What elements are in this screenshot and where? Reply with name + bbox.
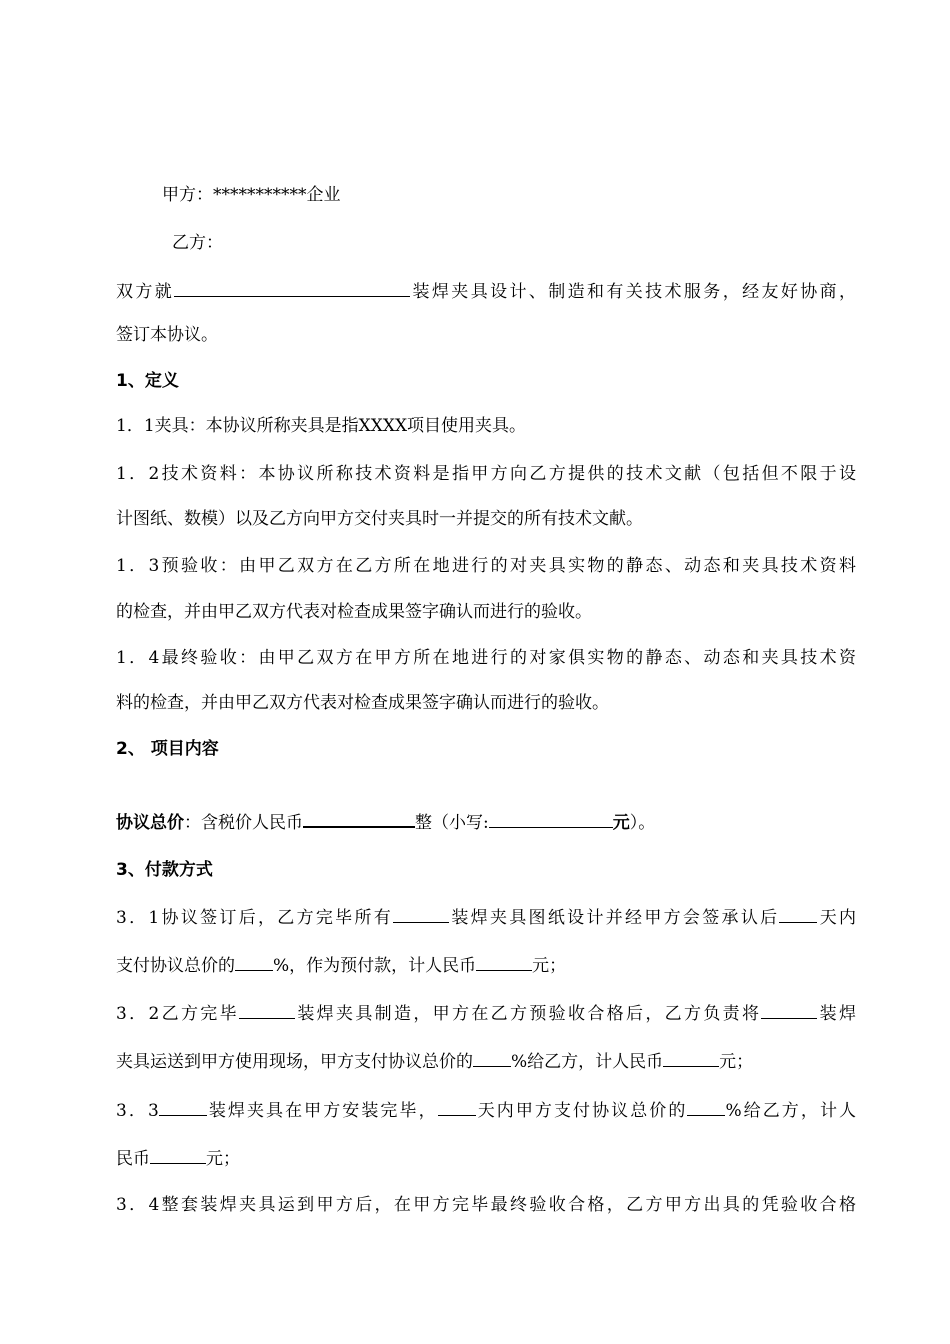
total-price-figures-blank <box>489 811 613 828</box>
clause-1-4-line-1: 1．4最终验收：由甲乙双方在甲方所在地进行的对家俱实物的静态、动态和夹具技术资 <box>116 648 856 668</box>
section-1-title: 1、定义 <box>116 371 179 391</box>
clause-1-2-line-1: 1．2技术资料：本协议所称技术资料是指甲方向乙方提供的技术文献（包括但不限于设 <box>116 464 856 484</box>
clause-3-2-text-3: 装焊 <box>817 1004 857 1024</box>
total-price-label: 协议总价 <box>116 813 184 833</box>
clause-3-2-line-1 <box>116 1002 856 1025</box>
clause-3-1-line-1 <box>116 906 856 929</box>
party-b: 乙方： <box>172 233 223 253</box>
clause-3-3-text-6: 元； <box>206 1149 240 1169</box>
percent-blank-3 <box>687 1099 725 1116</box>
clause-1-2-line-2: 计图纸、数模）以及乙方向甲方交付夹具时一并提交的所有技术文献。 <box>116 509 643 529</box>
clause-3-2-text-2: 装焊夹具制造，甲方在乙方预验收合格后，乙方负责将 <box>294 1004 762 1024</box>
fixture-count-blank <box>393 906 449 923</box>
clause-3-1-text-5: %，作为预付款，计人民币 <box>273 956 477 976</box>
clause-3-3-text-1: 3．3 <box>116 1101 159 1121</box>
project-name-blank <box>174 280 410 297</box>
days-blank-2 <box>438 1099 476 1116</box>
total-price-text-2: 整（小写: <box>415 813 489 833</box>
amount-blank <box>476 954 532 971</box>
fixture-count-blank-3 <box>761 1002 817 1019</box>
clause-3-2-text-1: 3．2乙方完毕 <box>116 1004 239 1024</box>
section-2-title: 2、 项目内容 <box>116 739 219 759</box>
clause-3-2-text-4: 夹具运送到甲方使用现场，甲方支付协议总价的 <box>116 1052 473 1072</box>
clause-3-3-text-4: %给乙方，计人 <box>725 1101 857 1121</box>
clause-3-2-text-6: 元； <box>719 1052 754 1072</box>
clause-3-1-text-6: 元； <box>532 956 567 976</box>
fixture-count-blank-4 <box>159 1099 207 1116</box>
party-a: 甲方：***********企业 <box>162 185 341 205</box>
clause-3-3-line-2 <box>116 1147 856 1170</box>
clause-1-1: 1．1夹具：本协议所称夹具是指XXXX项目使用夹具。 <box>116 416 527 436</box>
percent-blank <box>235 954 273 971</box>
amount-blank-2 <box>663 1050 719 1067</box>
section-3-title: 3、付款方式 <box>116 860 213 880</box>
total-price-end: ）。 <box>629 813 656 833</box>
clause-3-4-line-1: 3．4整套装焊夹具运到甲方后，在甲方完毕最终验收合格，乙方甲方出具的凭验收合格 <box>116 1195 856 1215</box>
intro-line-2: 签订本协议。 <box>116 325 218 345</box>
clause-3-1-line-2 <box>116 954 856 977</box>
total-price-text: ：含税价人民币 <box>184 813 303 833</box>
clause-3-3-text-5: 民币 <box>116 1149 150 1169</box>
clause-3-2-line-2 <box>116 1050 856 1073</box>
clause-3-3-text-3: 天内甲方支付协议总价的 <box>475 1101 688 1121</box>
intro-text-start: 双方就 <box>116 282 175 302</box>
days-blank <box>779 906 817 923</box>
clause-1-3-line-1: 1．3预验收：由甲乙双方在乙方所在地进行的对夹具实物的静态、动态和夹具技术资料 <box>116 556 856 576</box>
clause-3-2-text-5: %给乙方，计人民币 <box>511 1052 664 1072</box>
clause-1-3-line-2: 的检查，并由甲乙双方代表对检查成果签字确认而进行的验收。 <box>116 602 592 622</box>
clause-3-3-text-2: 装焊夹具在甲方安装完毕， <box>206 1101 438 1121</box>
clause-3-3-line-1 <box>116 1099 856 1122</box>
total-price-line <box>116 810 856 834</box>
percent-blank-2 <box>473 1050 511 1067</box>
fixture-count-blank-2 <box>239 1002 295 1019</box>
amount-blank-3 <box>150 1147 206 1164</box>
clause-3-1-text-4: 支付协议总价的 <box>116 956 235 976</box>
clause-3-1-text-2: 装焊夹具图纸设计并经甲方会签承认后 <box>449 908 780 928</box>
intro-line-1 <box>116 280 856 303</box>
total-price-yuan: 元 <box>612 813 630 833</box>
intro-text-end: 装焊夹具设计、制造和有关技术服务，经友好协商， <box>410 282 857 302</box>
clause-3-1-text-3: 天内 <box>817 908 856 928</box>
clause-3-1-text-1: 3．1协议签订后，乙方完毕所有 <box>116 908 394 928</box>
total-price-words-blank <box>303 810 415 828</box>
clause-1-4-line-2: 料的检查，并由甲乙双方代表对检查成果签字确认而进行的验收。 <box>116 693 609 713</box>
